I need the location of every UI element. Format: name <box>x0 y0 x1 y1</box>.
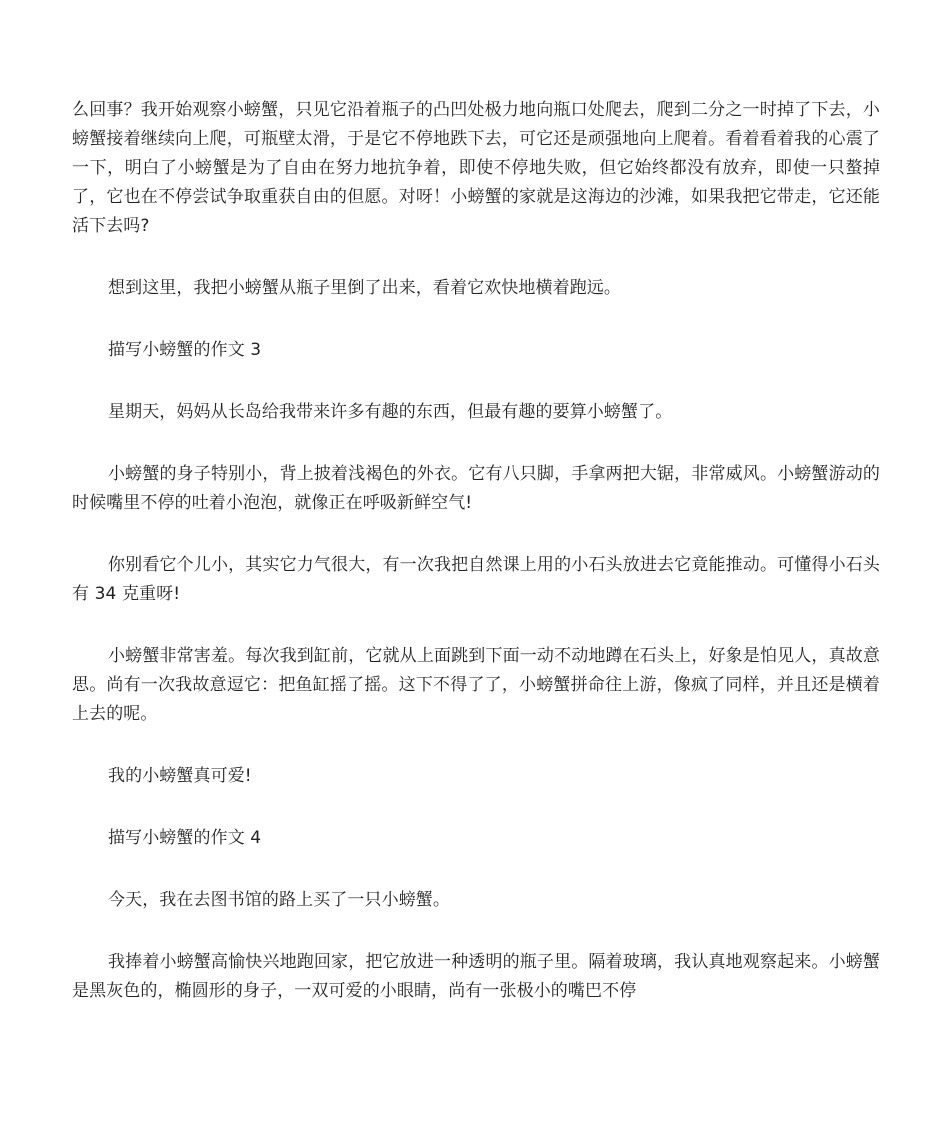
paragraph: 今天，我在去图书馆的路上买了一只小螃蟹。 <box>108 890 450 910</box>
paragraph: 小螃蟹的身子特别小，背上披着浅褐色的外衣。它有八只脚，手拿两把大锯，非常威风。小螃蟹游动的时候嘴里不停的吐着小泡泡，就像正在呼吸新鲜空气! <box>72 464 880 513</box>
paragraph: 我捧着小螃蟹高愉快兴地跑回家，把它放进一种透明的瓶子里。隔着玻璃，我认真地观察起来。小螃蟹是黑灰色的，椭圆形的身子，一双可爱的小眼睛，尚有一张极小的嘴巴不停 <box>72 952 880 1001</box>
paragraph: 么回事？我开始观察小螃蟹，只见它沿着瓶子的凸凹处极力地向瓶口处爬去，爬到二分之一时掉了下去，小螃蟹接着继续向上爬，可瓶壁太滑，于是它不停地跌下去，可它还是顽强地向上爬着。看着看着我的心震了一下，明白了小螃蟹是为了自由在努力地抗争着，即使不停地失败，但它始终都没有放弃，即使一只螯掉了，它也在不停尝试争取重获自由的但愿。对呀！小螃蟹的家就是这海边的沙滩，如果我把它带走，它还能活下去吗? <box>72 100 880 236</box>
document-page <box>72 96 880 1039</box>
paragraph: 星期天，妈妈从长岛给我带来许多有趣的东西，但最有趣的要算小螃蟹了。 <box>108 402 673 422</box>
paragraph: 你别看它个儿小，其实它力气很大，有一次我把自然课上用的小石头放进去它竟能推动。可懂得小石头有 34 克重呀! <box>72 555 880 604</box>
paragraph: 想到这里，我把小螃蟹从瓶子里倒了出来，看着它欢快地横着跑远。 <box>108 278 621 298</box>
paragraph: 小螃蟹非常害羞。每次我到缸前，它就从上面跳到下面一动不动地蹲在石头上，好象是怕见人，真故意思。尚有一次我故意逗它：把鱼缸摇了摇。这下不得了了，小螃蟹拼命往上游，像疯了同样，并且还是横着上去的呢。 <box>72 646 880 724</box>
section-heading: 描写小螃蟹的作文 4 <box>108 828 262 848</box>
paragraph: 我的小螃蟹真可爱! <box>108 766 252 786</box>
section-heading: 描写小螃蟹的作文 3 <box>108 340 262 360</box>
